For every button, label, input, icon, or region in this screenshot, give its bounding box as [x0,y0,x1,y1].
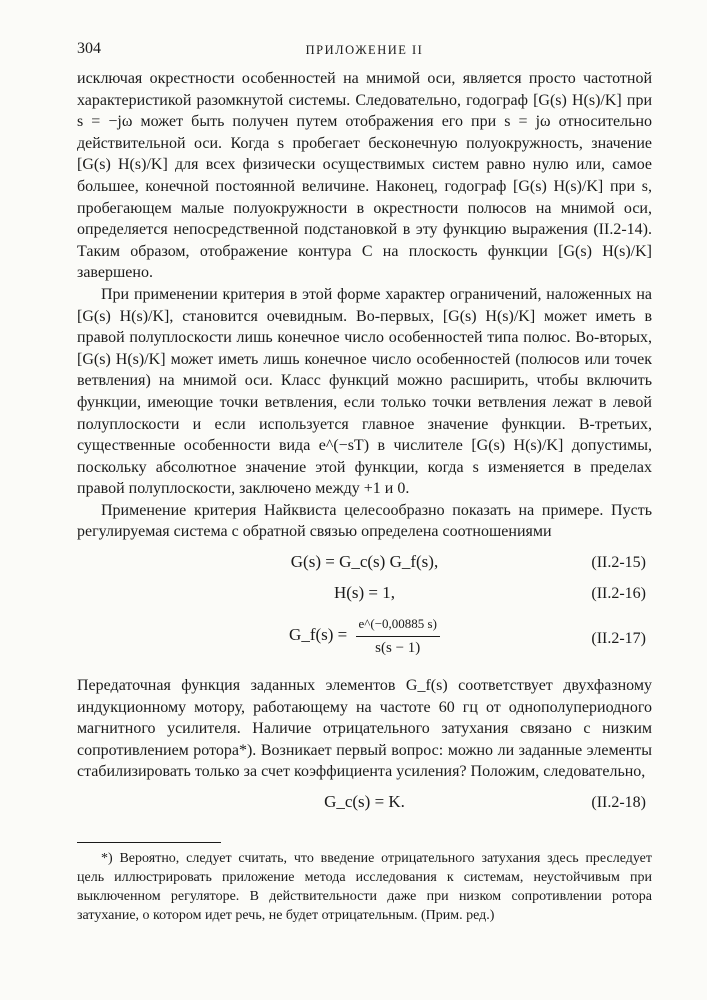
footnote [77,849,652,925]
paragraph-2: При применении критерия в этой форме характер ограничений, наложенных на [G(s) H(s)/K], становится очевидным. Во-первых, [G(s) H(s)/K] может иметь в правой полуплоскости лишь конечное число особенностей типа полюс. Во-вторых, [G(s) H(s)/K] может иметь лишь конечное число особенностей (полюсов или точек ветвления) на мнимой оси. Класс функций можно расширить, чтобы включить функции, имеющие точки ветвления, если только точки ветвления лежат в левой полуплоскости и если используется главное значение функции. В-третьих, существенные особенности вида e^(−sT) в числителе [G(s) H(s)/K] допустимы, поскольку абсолютное значение этой функции, когда s изменяется в пределах правой полуплоскости, заключено между +1 и 0. [77,285,652,498]
equation-formula: G_c(s) = K. [324,792,405,812]
equation-II-2-17 [77,611,652,669]
equation-number: (II.2-15) [591,554,646,572]
equation-lhs: G_f(s) = [289,625,348,645]
main-text [77,68,652,820]
paragraph-1: исключая окрестности особенностей на мнимой оси, является просто частотной характеристикой разомкнутой системы. Следовательно, годограф [G(s) H(s)/K] при s = −jω может быть получен путем отображения его при s = jω относительно действительной оси. Когда s пробегает бесконечную полуокружность, значение [G(s) H(s)/K] для всех физически осуществимых систем равно нулю или, самое большее, конечной постоянной величине. Наконец, годограф [G(s) H(s)/K] при s, пробегающем малые полуокружности в окрестности полюсов на мнимой оси, определяется непосредственной подстановкой в эту функцию выражения (II.2-14). Таким образом, отображение контура C на плоскость функции [G(s) H(s)/K] завершено. [77,70,652,282]
equation-II-2-15 [77,549,652,580]
fraction [356,613,440,659]
fraction-numerator: e^(−0,00885 s) [356,613,440,637]
paragraph-3: Применение критерия Найквиста целесообразно показать на примере. Пусть регулируемая система с обратной связью определена соотношениями [77,501,652,541]
equation-II-2-16 [77,580,652,611]
footnote-text: *) Вероятно, следует считать, что введение отрицательного затухания здесь преследует цель иллюстрировать приложение метода исследования к системам, неустойчивым при выключенном регуляторе. В действительности даже при низком сопротивлении ротора затухание, о котором идет речь, не будет отрицательным. (Прим. ред.) [77,851,652,924]
equation-II-2-18 [77,789,652,820]
equation-block [77,549,652,669]
fraction-denominator: s(s − 1) [375,639,421,656]
running-title: ПРИЛОЖЕНИЕ II [305,43,424,57]
equation-formula: G(s) = G_c(s) G_f(s), [290,552,439,572]
equation-number: (II.2-17) [591,630,646,648]
equation-number: (II.2-18) [591,794,646,812]
page-number: 304 [77,40,101,57]
paragraph-4: Передаточная функция заданных элементов G_f(s) соответствует двухфазному индукционному мотору, работающему на частоте 60 гц от однополупериодного магнитного усилителя. Наличие отрицательного затухания связано с низким сопротивлением ротора*). Возникает первый вопрос: можно ли заданные элементы стабилизировать только за счет коэффициента усиления? Положим, следовательно, [77,677,652,781]
book-page [77,40,652,925]
equation-formula: H(s) = 1, [333,583,396,603]
page-header [77,40,652,64]
footnote-divider [77,842,221,843]
equation-formula [77,613,652,659]
equation-number: (II.2-16) [591,585,646,603]
equation-block-2 [77,789,652,820]
